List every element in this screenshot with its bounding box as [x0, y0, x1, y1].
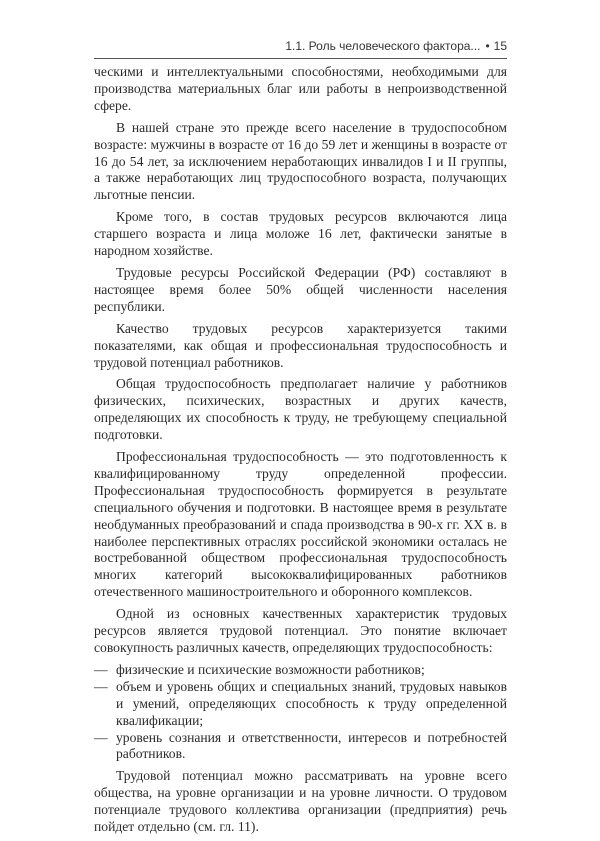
- paragraph-additional-labor: Кроме того, в состав трудовых ресурсов включаются лица старшего возраста и лица моложе 16 лет, фактически занятые в народном хозяйстве.: [94, 209, 507, 259]
- page-number: 15: [493, 39, 507, 53]
- paragraph-professional-capacity: Профессиональная трудоспособность — это подготовленность к квалифицированному труду определенной профессии. Профессиональная трудоспособность формируется в результате специального обучения и подготовки. В настоящее время в результате необдуманных преобразований и спада производства в 90-х гг. XX в. в наиболее перспективных отраслях российской экономики осталась не востребованной обществом профессиональная трудоспособность многих категорий высококвалифицированных работников отечественного машиностроительного и оборонного комплексов.: [94, 449, 507, 600]
- list-item: [94, 679, 507, 730]
- running-header: [94, 38, 507, 59]
- paragraph-working-age-population: В нашей стране это прежде всего население в трудоспособном возрасте: мужчины в возрасте от 16 до 59 лет и женщины в возрасте от 16 до 54 лет, за исключением неработающих инвалидов I и II группы, а также неработающих лиц трудоспособного возраста, получающих льготные пенсии.: [94, 119, 507, 203]
- list-item-text: уровень сознания и ответственности, интересов и потребностей работников.: [116, 729, 507, 762]
- list-item-text: физические и психические возможности работников;: [116, 661, 425, 677]
- list-dash: —: [94, 661, 108, 677]
- list-dash: —: [94, 729, 108, 745]
- list-item: [94, 662, 507, 679]
- paragraph-labor-quality: Качество трудовых ресурсов характеризуется такими показателями, как общая и профессиональная трудоспособность и трудовой потенциал работников.: [94, 320, 507, 370]
- paragraph-potential-levels: Трудовой потенциал можно рассматривать на уровне всего общества, на уровне организации и на уровне личности. О трудовом потенциале трудового коллектива организации (предприятия) речь пойдет отдельно (см. гл. 11).: [94, 768, 507, 835]
- paragraph-labor-potential: Одной из основных качественных характеристик трудовых ресурсов является трудовой потенциал. Это понятие включает совокупность различных качеств, определяющих трудоспособность:: [94, 606, 507, 655]
- page-body: [94, 64, 507, 841]
- paragraph-rf-labor-resources: Трудовые ресурсы Российской Федерации (РФ) составляют в настоящее время более 50% общей численности населения республики.: [94, 264, 507, 314]
- paragraph-continuation: ческими и интеллектуальными способностями, необходимыми для производства материальных благ или работы в непроизводственной сфере.: [94, 64, 507, 113]
- list-dash: —: [94, 678, 108, 694]
- list-item: [94, 730, 507, 764]
- labor-potential-list: [94, 662, 507, 763]
- paragraph-general-capacity: Общая трудоспособность предполагает наличие у работников физических, психических, возрастных и других качеств, определяющих их способность к труду, не требующему специальной подготовки.: [94, 376, 507, 443]
- running-header-section-title: 1.1. Роль человеческого фактора...: [285, 39, 481, 53]
- running-header-bullet: •: [485, 39, 490, 53]
- list-item-text: объем и уровень общих и специальных знаний, трудовых навыков и умений, определяющих способность к труду определенной квалификации;: [116, 678, 507, 728]
